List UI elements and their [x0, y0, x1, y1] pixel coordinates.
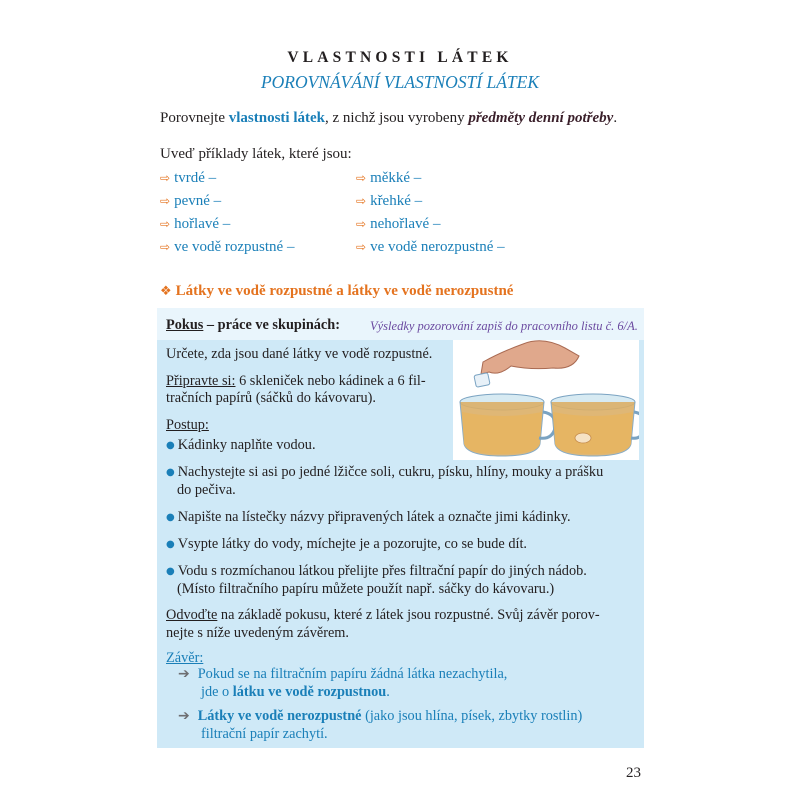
list-item: ⇨ ve vodě rozpustné – [160, 239, 295, 255]
intro-text: , z nichž jsou vyrobeny [325, 110, 469, 126]
conclusion-item: ➔ Pokud se na filtračním papíru žádná látka nezachytila, [178, 666, 508, 682]
conclusion-item-cont: jde o látku ve vodě rozpustnou. [201, 684, 390, 700]
procedure-step: ● Vodu s rozmíchanou látkou přelijte přes filtrační papír do jiných nádob. [166, 563, 587, 579]
arrow-right-icon: ⇨ [356, 171, 367, 185]
prepare-label: Připravte si: [166, 373, 236, 389]
list-item: ⇨ tvrdé – [160, 170, 217, 186]
conclusion-item: ➔ Látky ve vodě nerozpustné (jako jsou hlína, písek, zbytky rostlin) [178, 708, 583, 724]
worksheet-note: Výsledky pozorování zapiš do pracovního listu č. 6/A. [370, 319, 638, 333]
section-heading-text: Látky ve vodě rozpustné a látky ve vodě nerozpustné [175, 283, 514, 299]
list-item: ⇨ pevné – [160, 193, 222, 209]
derive-label: Odvoďte [166, 607, 218, 623]
procedure-label: Postup: [166, 417, 209, 433]
bullet-icon: ● [166, 512, 175, 523]
section-heading [160, 283, 513, 300]
derive-line-2: nejte s níže uvedeným závěrem. [166, 625, 349, 641]
arrow-right-icon: ➔ [178, 708, 190, 724]
conclusion-item-cont: filtrační papír zachytí. [201, 726, 328, 742]
arrow-right-icon: ⇨ [160, 194, 171, 208]
procedure-step: ● Vsypte látky do vody, míchejte je a pozorujte, co se bude dít. [166, 536, 527, 552]
arrow-right-icon: ➔ [178, 666, 190, 682]
procedure-step: ● Kádinky naplňte vodou. [166, 437, 316, 453]
page-number: 23 [626, 765, 641, 781]
arrow-right-icon: ⇨ [356, 240, 367, 254]
intro-highlight-objects: předměty denní potřeby [468, 110, 614, 126]
procedure-step: ● Nachystejte si asi po jedné lžičce soli, cukru, písku, hlíny, mouky a prášku [166, 464, 604, 480]
experiment-illustration [453, 340, 639, 460]
arrow-right-icon: ⇨ [356, 194, 367, 208]
examples-prompt: Uveď příklady látek, které jsou: [160, 146, 352, 162]
intro-text: . [613, 110, 618, 126]
arrow-right-icon: ⇨ [356, 217, 367, 231]
experiment-label: Pokus [166, 317, 204, 333]
list-item: ⇨ hořlavé – [160, 216, 231, 232]
list-item: ⇨ měkké – [356, 170, 422, 186]
intro-text: Porovnejte [160, 110, 229, 126]
arrow-right-icon: ⇨ [160, 217, 171, 231]
conclusion-label: Závěr: [166, 650, 204, 666]
task-text: Určete, zda jsou dané látky ve vodě rozpustné. [166, 346, 433, 362]
page-subtitle: POROVNÁVÁNÍ VLASTNOSTÍ LÁTEK [260, 72, 540, 92]
list-item: ⇨ nehořlavé – [356, 216, 441, 232]
experiment-subtitle: – práce ve skupinách: [203, 317, 340, 333]
intro-paragraph [160, 109, 617, 127]
list-item: ⇨ křehké – [356, 193, 423, 209]
diamond-bullet-icon: ❖ [160, 284, 172, 299]
procedure-step-cont: do pečiva. [177, 482, 236, 498]
bullet-icon: ● [166, 566, 175, 577]
intro-highlight-properties: vlastnosti látek [228, 110, 326, 126]
list-item: ⇨ ve vodě nerozpustné – [356, 239, 505, 255]
bullet-icon: ● [166, 467, 175, 478]
experiment-heading [166, 317, 340, 335]
arrow-right-icon: ⇨ [160, 171, 171, 185]
prepare-line-2: tračních papírů (sáčků do kávovaru). [166, 390, 376, 406]
prepare-line-1: Připravte si: 6 skleniček nebo kádinek a 6 fil- [166, 373, 426, 389]
bullet-icon: ● [166, 440, 175, 451]
procedure-step-cont: (Místo filtračního papíru můžete použít např. sáčky do kávovaru.) [177, 581, 555, 597]
derive-line-1: Odvoďte na základě pokusu, které z látek jsou rozpustné. Svůj závěr porov- [166, 607, 600, 623]
arrow-right-icon: ⇨ [160, 240, 171, 254]
page-title: VLASTNOSTI LÁTEK [287, 49, 513, 66]
bullet-icon: ● [166, 539, 175, 550]
procedure-step: ● Napište na lístečky názvy připravených látek a označte jimi kádinky. [166, 509, 571, 525]
cups-illustration-image [453, 340, 639, 460]
